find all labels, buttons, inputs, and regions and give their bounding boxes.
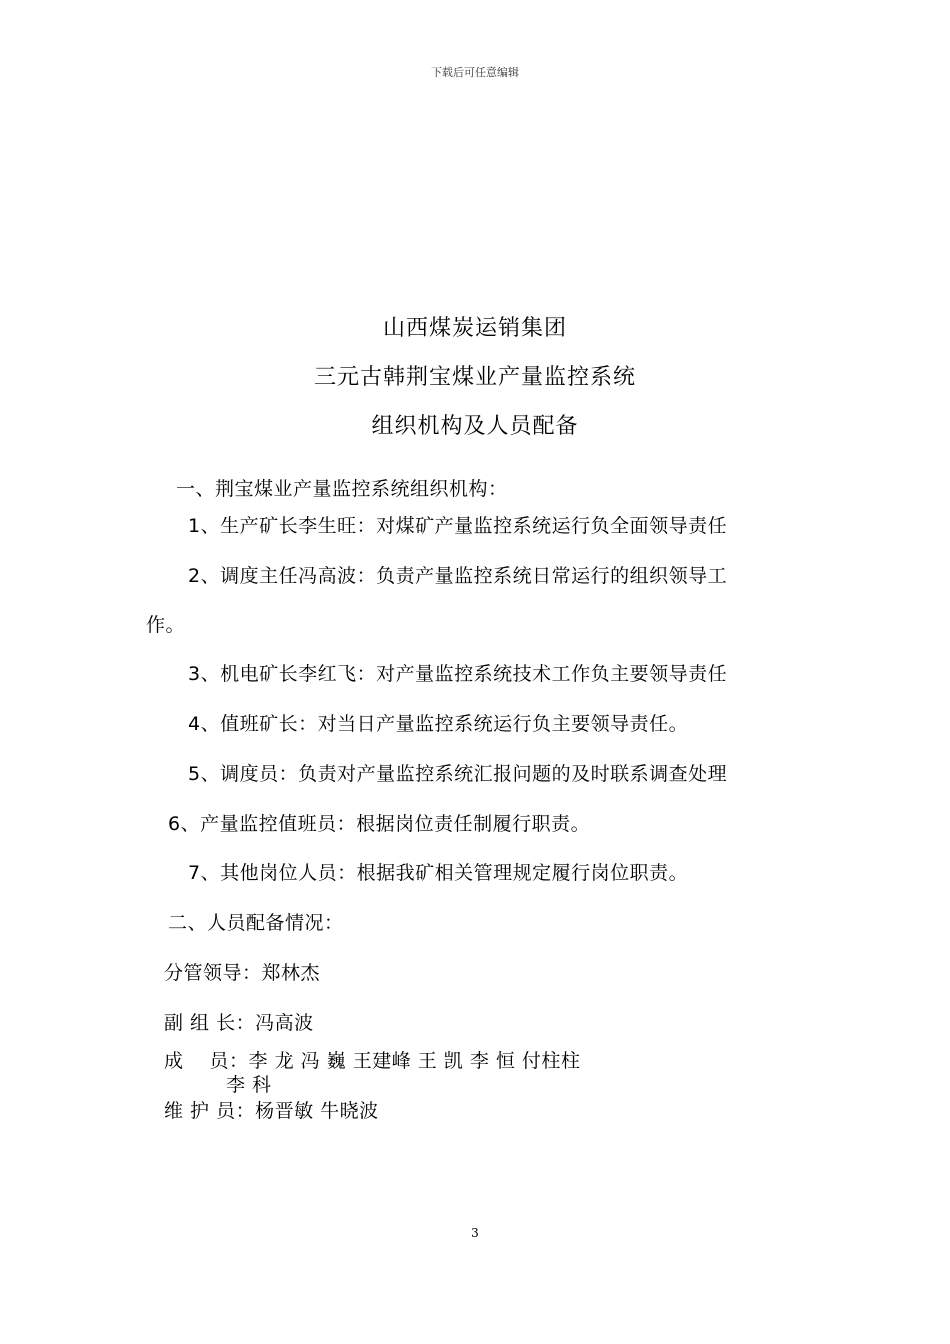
title-group-name: 山西煤炭运销集团 [382,316,567,341]
page-number: 3 [471,1226,479,1240]
org-item-6: 6、产量监控值班员：根据岗位责任制履行职责。 [168,813,591,835]
title-document-subject: 组织机构及人员配备 [371,414,579,439]
org-item-5: 5、调度员：负责对产量监控系统汇报问题的及时联系调查处理 [188,763,728,785]
org-item-2-continuation: 作。 [146,614,186,636]
org-item-3: 3、机电矿长李红飞：对产量监控系统技术工作负主要领导责任 [188,663,728,685]
section-heading-organization: 一、荆宝煤业产量监控系统组织机构： [176,478,508,500]
staff-deputy-leader: 副 组 长：冯高波 [164,1012,314,1034]
title-system-name: 三元古韩荆宝煤业产量监控系统 [313,365,636,390]
org-item-2: 2、调度主任冯高波：负责产量监控系统日常运行的组织领导工 [188,565,728,587]
header-note: 下载后可任意编辑 [431,66,519,79]
staff-leader: 分管领导：郑林杰 [164,962,321,984]
staff-members: 成 员：李 龙 冯 巍 王建峰 王 凯 李 恒 付柱柱 [164,1050,581,1072]
org-item-4: 4、值班矿长：对当日产量监控系统运行负主要领导责任。 [188,713,689,735]
staff-members-continuation: 李 科 [226,1074,272,1096]
section-heading-staffing: 二、人员配备情况： [168,912,344,934]
org-item-7: 7、其他岗位人员：根据我矿相关管理规定履行岗位职责。 [188,862,689,884]
org-item-1: 1、生产矿长李生旺：对煤矿产量监控系统运行负全面领导责任 [188,515,728,537]
staff-maintainers: 维 护 员：杨晋敏 牛晓波 [164,1100,379,1122]
